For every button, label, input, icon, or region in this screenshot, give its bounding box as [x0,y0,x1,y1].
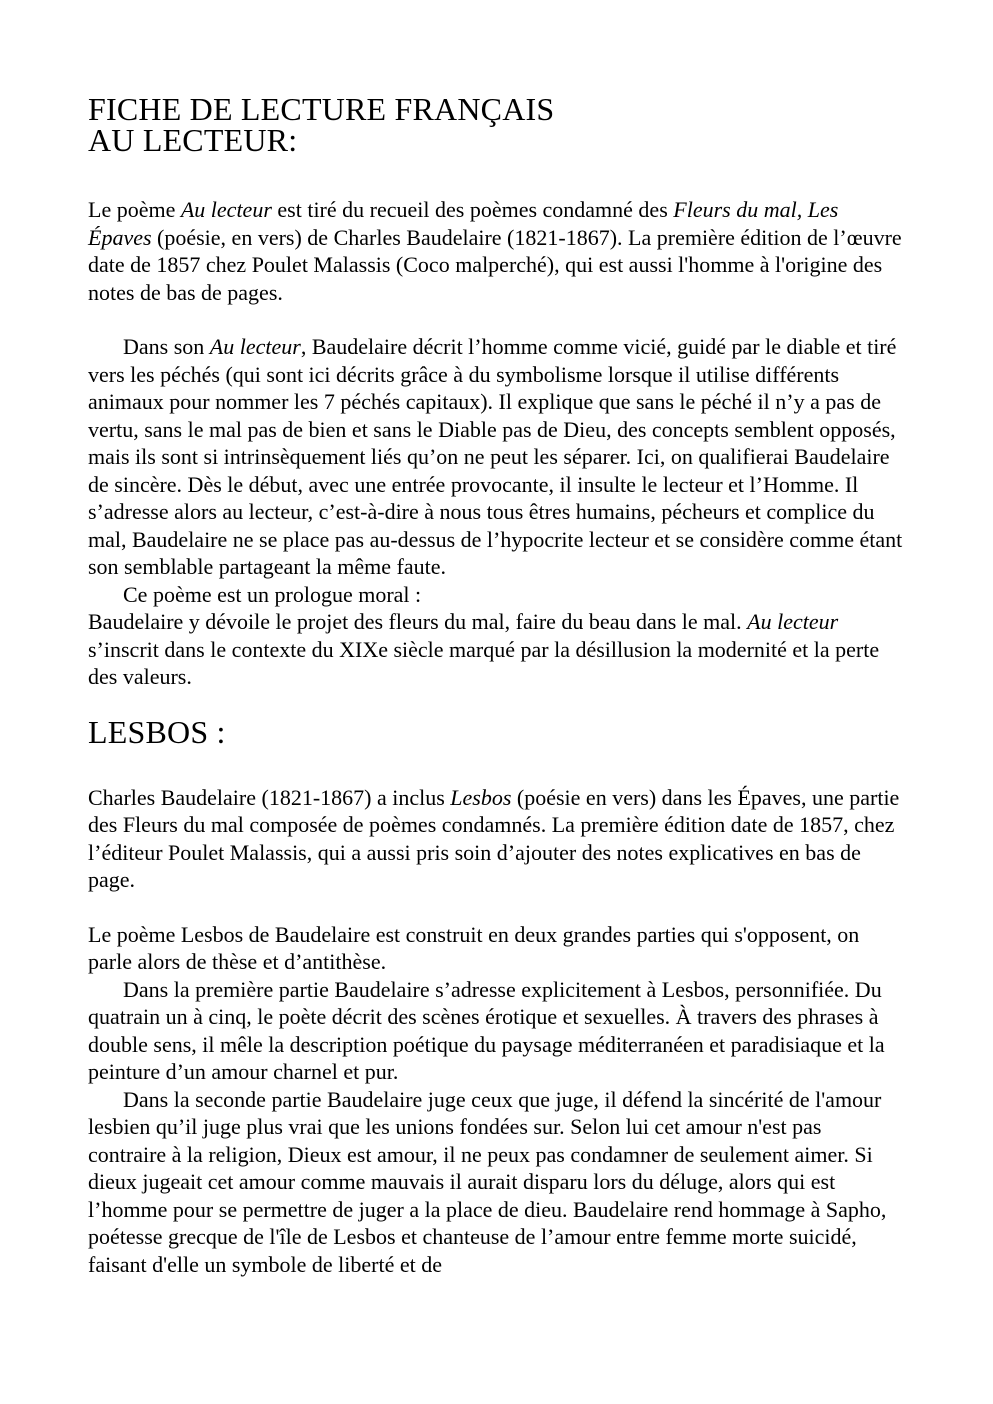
text-run: Le poème [88,197,181,222]
text-run: Dans la seconde partie Baudelaire juge ceux que juge, il défend la sincérité de l'amour lesbien qu’il juge plus vrai que les unions fondées sur. Selon lui cet amour n'est pas contraire à la religion, Dieux est amour, il ne peux pas condamner de seulement aimer. Si dieux jugeait cet amour comme mauvais il aurait disparu lors du déluge, alors qui est l’homme pour se permettre de juger a la place de dieu. Baudelaire rend hommage à Sapho, poétesse grecque de l'île de Lesbos et chanteuse de l’amour entre femme morte suicidé, faisant d'elle un symbole de liberté et de [88,1086,887,1277]
paragraph-lesbos-intro [88,784,905,894]
italic-text-run: Fleurs du mal, Les Épaves [88,197,839,250]
text-run: , Baudelaire décrit l’homme comme vicié, guidé par le diable et tiré vers les péchés (qui sont ici décrits grâce à du symbolisme lorsque il utilise différents animaux pour nommer les 7 péchés capitaux). Il explique que sans le péché il n’y a pas de vertu, sans le mal pas de bien et sans le Diable pas de Dieu, des concepts semblent opposés, mais ils sont si intrinsèquement liés qu’on ne peut les séparer. Ici, on qualifierai Baudelaire de sincère. Dès le début, avec une entrée provocante, il insulte le lecteur et l’Homme. Il s’adresse alors au lecteur, c’est-à-dire à nous tous êtres humains, pécheurs et complice du mal, Baudelaire ne se place pas au-dessus de l’hypocrite lecteur et se considère comme étant son semblable partageant la même faute. [88,334,903,579]
text-run: s’inscrit dans le contexte du XIXe siècle marqué par la désillusion la modernité et la perte des valeurs. [88,636,880,689]
text-run: Dans son [123,334,210,359]
italic-text-run: Au lecteur [209,334,301,359]
text-run: (poésie en vers) dans les Épaves, une partie des Fleurs du mal composée de poèmes condamnés. La première édition date de 1857, chez l’éditeur Poulet Malassis, qui a aussi pris soin d’ajouter des notes explicatives en bas de page. [88,784,900,892]
text-run: Le poème Lesbos de Baudelaire est construit en deux grandes parties qui s'opposent, on parle alors de thèse et d’antithèse. [88,921,860,974]
title-line-2: AU LECTEUR: [88,122,298,158]
text-run: Charles Baudelaire (1821-1867) a inclus [88,784,451,810]
paragraph-lesbos-second-part [88,1086,905,1279]
paragraph-au-lecteur-intro [88,196,905,306]
paragraph-lesbos-first-part [88,976,905,1086]
paragraph-au-lecteur-context [88,608,905,691]
document-title [88,91,905,158]
paragraph-au-lecteur-prologue [88,581,905,609]
text-run: Baudelaire y dévoile le projet des fleurs du mal, faire du beau dans le mal. [88,609,748,634]
paragraph-lesbos-structure [88,921,905,976]
section-heading-lesbos: LESBOS : [88,713,226,750]
text-run: est tiré du recueil des poèmes condamné des [271,197,674,222]
italic-text-run: Au lecteur [747,609,839,634]
italic-text-run: Lesbos [450,784,512,810]
text-run: Dans la première partie Baudelaire s’adresse explicitement à Lesbos, personnifiée. Du quatrain un à cinq, le poète décrit des scènes érotique et sexuelles. À travers des phrases à double sens, il mêle la description poétique du paysage méditerranéen et paradisiaque et la peinture d’un amour charnel et pur. [88,976,885,1084]
text-run: (poésie, en vers) de Charles Baudelaire (1821-1867). La première édition de l’œuvre date de 1857 chez Poulet Malassis (Coco malperché), qui est aussi l'homme à l'origine des notes de bas de pages. [88,224,902,305]
title-line-1: FICHE DE LECTURE FRANÇAIS [88,91,555,127]
text-run: Ce poème est un prologue moral : [123,581,422,607]
paragraph-au-lecteur-analysis [88,333,905,581]
italic-text-run: Au lecteur [180,197,272,222]
